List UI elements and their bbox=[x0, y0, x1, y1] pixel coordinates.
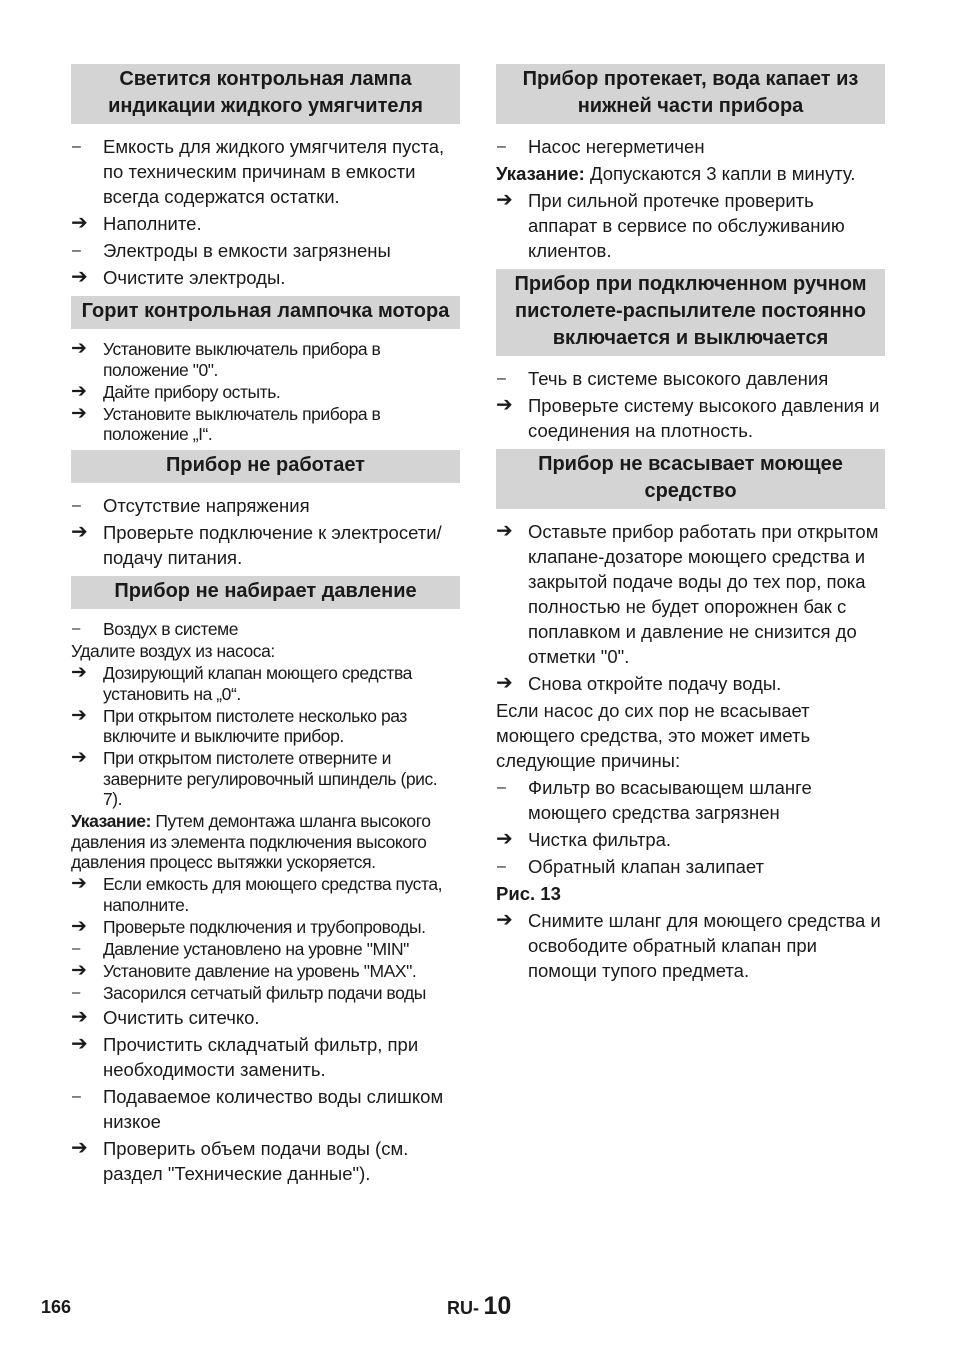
arrow-right-icon: ➔ bbox=[496, 672, 513, 694]
list-item bbox=[71, 961, 460, 982]
section-heading-not-working: Прибор не работает bbox=[71, 450, 460, 483]
dash-marker: – bbox=[497, 779, 506, 796]
dash-marker: – bbox=[72, 242, 81, 259]
list-item bbox=[71, 1032, 460, 1082]
item-text: Если емкость для моющего средства пуста, наполните. bbox=[103, 874, 443, 915]
list-item bbox=[496, 519, 885, 669]
arrow-right-icon: ➔ bbox=[71, 521, 88, 543]
list-item bbox=[71, 1005, 460, 1030]
list-item bbox=[71, 939, 460, 960]
separator: - bbox=[473, 1298, 479, 1318]
item-text: Дайте прибору остыть. bbox=[103, 381, 281, 402]
dash-marker: – bbox=[497, 138, 506, 155]
list-item bbox=[71, 211, 460, 236]
list-item bbox=[496, 671, 885, 696]
arrow-right-icon: ➔ bbox=[71, 380, 87, 402]
note-paragraph bbox=[496, 161, 885, 186]
item-text: Емкость для жидкого умягчителя пуста, по техническим причинам в емкости всегда содержатся остатки. bbox=[103, 136, 445, 207]
arrow-right-icon: ➔ bbox=[71, 662, 87, 683]
dash-marker: – bbox=[72, 138, 81, 155]
list-item bbox=[71, 493, 460, 518]
list-item bbox=[71, 1136, 460, 1186]
item-text: Проверить объем подачи воды (см. раздел "Технические данные"). bbox=[103, 1137, 409, 1184]
note-text: Путем демонтажа шланга высокого давления из элемента подключения высокого давления процесс вытяжки ускоряется. bbox=[71, 811, 431, 872]
list-item bbox=[71, 238, 460, 263]
arrow-right-icon: ➔ bbox=[496, 189, 513, 211]
list-item bbox=[71, 983, 460, 1004]
item-text: Проверьте систему высокого давления и соединения на плотность. bbox=[528, 395, 880, 441]
list-item bbox=[71, 520, 460, 570]
arrow-right-icon: ➔ bbox=[71, 402, 87, 424]
arrow-right-icon: ➔ bbox=[496, 828, 513, 850]
item-text: Очистить ситечко. bbox=[103, 1006, 260, 1028]
list-item bbox=[71, 748, 460, 810]
section-page-label bbox=[447, 1292, 511, 1321]
item-text: Наполните. bbox=[103, 213, 202, 234]
item-text: Засорился сетчатый фильтр подачи воды bbox=[103, 982, 426, 1003]
section-page-number: 10 bbox=[483, 1292, 512, 1320]
note-label: Указание: bbox=[71, 811, 151, 831]
list-item bbox=[71, 874, 460, 915]
item-text: Течь в системе высокого давления bbox=[528, 368, 829, 389]
item-text: При сильной протечке проверить аппарат в сервисе по обслуживанию клиентов. bbox=[528, 190, 845, 261]
item-text: Установите выключатель прибора в положение "0". bbox=[103, 339, 381, 380]
list-item bbox=[71, 404, 460, 445]
section-heading-cycling: Прибор при подключенном ручном пистолете-распылителе постоянно включается и выключается bbox=[496, 269, 885, 356]
item-text: Установите выключатель прибора в положение „I“. bbox=[103, 403, 381, 444]
arrow-right-icon: ➔ bbox=[71, 338, 87, 359]
arrow-right-icon: ➔ bbox=[71, 915, 87, 937]
item-text: Чистка фильтра. bbox=[528, 829, 672, 850]
note-text: Допускаются 3 капли в минуту. bbox=[584, 163, 856, 184]
language-code: RU bbox=[447, 1298, 473, 1318]
list-item bbox=[71, 339, 460, 380]
list-item bbox=[71, 382, 460, 403]
item-text: Фильтр во всасывающем шланге моющего средства загрязнен bbox=[528, 777, 812, 823]
dash-marker: – bbox=[72, 620, 81, 637]
arrow-right-icon: ➔ bbox=[71, 1005, 88, 1028]
item-text: Давление установлено на уровне "MIN" bbox=[103, 938, 409, 959]
dash-marker: – bbox=[72, 497, 81, 514]
left-column bbox=[71, 64, 460, 1188]
dash-marker: – bbox=[72, 983, 81, 1001]
list-item bbox=[496, 393, 885, 443]
list-item bbox=[496, 188, 885, 263]
dash-marker: – bbox=[72, 939, 81, 957]
dash-marker: – bbox=[497, 858, 506, 875]
arrow-right-icon: ➔ bbox=[71, 747, 87, 768]
figure-reference bbox=[496, 881, 885, 906]
item-text: Проверьте подключения и трубопроводы. bbox=[103, 916, 426, 937]
arrow-right-icon: ➔ bbox=[496, 909, 513, 931]
item-text: Подаваемое количество воды слишком низкое bbox=[103, 1085, 444, 1132]
item-text: Воздух в системе bbox=[103, 619, 238, 639]
list-item bbox=[496, 366, 885, 391]
list-item bbox=[71, 917, 460, 938]
list-item bbox=[71, 134, 460, 209]
arrow-right-icon: ➔ bbox=[496, 394, 513, 416]
figure-label: Рис. 13 bbox=[496, 883, 561, 904]
arrow-right-icon: ➔ bbox=[71, 266, 88, 288]
paragraph: Если насос до сих пор не всасывает моющего средства, это может иметь следующие причины: bbox=[496, 700, 811, 771]
item-text: Проверьте подключение к электросети/подачу питания. bbox=[103, 522, 442, 568]
item-text: Электроды в емкости загрязнены bbox=[103, 240, 391, 261]
arrow-right-icon: ➔ bbox=[496, 520, 513, 542]
item-text: Отсутствие напряжения bbox=[103, 495, 310, 516]
arrow-right-icon: ➔ bbox=[71, 212, 88, 234]
list-item bbox=[71, 619, 460, 640]
item-text: Установите давление на уровень "MAX". bbox=[103, 960, 417, 981]
note-paragraph bbox=[71, 811, 460, 873]
list-item bbox=[496, 775, 885, 825]
paragraph: Удалите воздух из насоса: bbox=[71, 641, 275, 661]
dash-marker: – bbox=[72, 1087, 81, 1105]
list-item bbox=[496, 827, 885, 852]
item-text: При открытом пистолете отверните и заверните регулировочный шпиндель (рис. 7). bbox=[103, 748, 438, 809]
section-heading-leak: Прибор протекает, вода капает из нижней части прибора bbox=[496, 64, 885, 124]
item-text: Снова откройте подачу воды. bbox=[528, 673, 782, 694]
item-text: Насос негерметичен bbox=[528, 136, 705, 157]
item-text: Снимите шланг для моющего средства и освободите обратный клапан при помощи тупого предмета. bbox=[528, 910, 881, 981]
note-label: Указание: bbox=[496, 163, 585, 184]
arrow-right-icon: ➔ bbox=[71, 1136, 88, 1159]
section-heading-motor-lamp: Горит контрольная лампочка мотора bbox=[71, 296, 460, 329]
item-text: При открытом пистолете несколько раз включите и выключите прибор. bbox=[103, 705, 407, 746]
page-number: 166 bbox=[41, 1297, 72, 1317]
list-item bbox=[71, 663, 460, 704]
item-text: Очистите электроды. bbox=[103, 267, 286, 288]
right-column bbox=[496, 64, 885, 985]
item-text: Оставьте прибор работать при открытом клапане-дозаторе моющего средства и закрытой подаче воды до тех пор, пока полностью не будет опорожнен бак с поплавком и давление не снизится до отметки "0". bbox=[528, 521, 879, 667]
arrow-right-icon: ➔ bbox=[71, 959, 87, 981]
list-item bbox=[71, 265, 460, 290]
list-item bbox=[496, 854, 885, 879]
list-item bbox=[71, 706, 460, 747]
arrow-right-icon: ➔ bbox=[71, 873, 87, 894]
list-item bbox=[496, 134, 885, 159]
item-text: Дозирующий клапан моющего средства установить на „0“. bbox=[103, 663, 412, 704]
list-item bbox=[496, 908, 885, 983]
item-text: Обратный клапан залипает bbox=[528, 856, 765, 877]
dash-marker: – bbox=[497, 370, 506, 387]
section-heading-no-pressure: Прибор не набирает давление bbox=[71, 576, 460, 609]
arrow-right-icon: ➔ bbox=[71, 704, 87, 726]
item-text: Прочистить складчатый фильтр, при необходимости заменить. bbox=[103, 1033, 419, 1080]
section-heading-softener-lamp: Светится контрольная лампа индикации жидкого умягчителя bbox=[71, 64, 460, 124]
section-heading-no-detergent: Прибор не всасывает моющее средство bbox=[496, 449, 885, 509]
arrow-right-icon: ➔ bbox=[71, 1032, 88, 1055]
list-item bbox=[71, 1084, 460, 1134]
